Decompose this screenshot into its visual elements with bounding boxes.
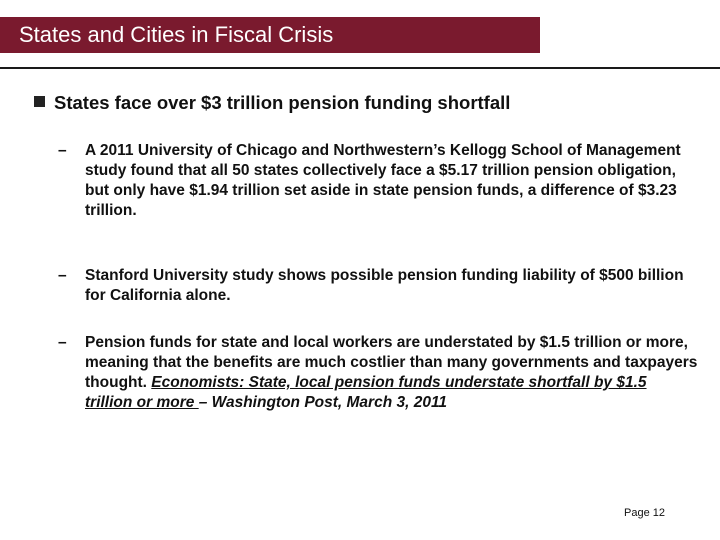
sub-bullet-1: [58, 141, 698, 221]
title-bar: [0, 17, 540, 53]
article-link[interactable]: Economists: State, local pension funds understate shortfall by $1.5 trillion or more: [85, 374, 647, 411]
square-bullet-icon: [34, 96, 45, 107]
sub-bullet-text: Pension funds for state and local workers are understated by $1.5 trillion or more, meaning that the benefits are much costlier than many governments and taxpayers thought.: [85, 334, 698, 391]
sub-bullet-text: Stanford University study shows possible pension funding liability of $500 billion for California alone.: [85, 267, 684, 304]
dash-bullet-icon: –: [58, 142, 67, 159]
slide-title: States and Cities in Fiscal Crisis: [19, 22, 334, 47]
sub-bullet-2: [58, 266, 698, 306]
main-bullet: [34, 90, 704, 116]
page-number: Page 12: [624, 507, 665, 519]
citation-text: – Washington Post, March 3, 2011: [198, 394, 448, 411]
sub-bullet-content: [85, 333, 698, 413]
title-divider: [0, 67, 720, 69]
main-bullet-text: States face over $3 trillion pension funding shortfall: [54, 92, 511, 113]
sub-bullet-text: A 2011 University of Chicago and Northwestern’s Kellogg School of Management study found that all 50 states collectively face a $5.17 trillion pension obligation, but only have $1.94 trillion set aside in state pension funds, a difference of $3.23 trillion.: [85, 142, 681, 219]
dash-bullet-icon: –: [58, 267, 67, 284]
sub-bullet-3: [58, 333, 698, 413]
dash-bullet-icon: –: [58, 334, 67, 351]
